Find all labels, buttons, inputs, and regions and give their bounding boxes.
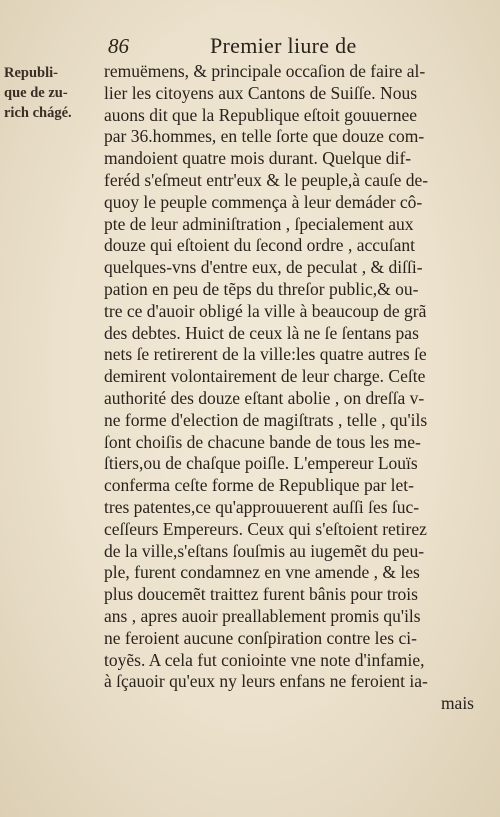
text-line: douze qui eſtoient du ſecond ordre , accuſant — [104, 235, 415, 256]
text-line: nets ſe retirerent de la ville:les quatre autres ſe — [104, 344, 427, 365]
text-line: par 36.hommes, en telle ſorte que douze com- — [104, 126, 425, 147]
margin-note-line: rich chágé. — [4, 105, 72, 121]
text-line: ne forme d'election de magiſtrats , telle , qu'ils — [104, 409, 428, 430]
running-title: Premier liure de — [210, 33, 357, 58]
margin-note-line: que de zu- — [4, 85, 68, 101]
text-line: pation en peu de tẽps du threſor public,& ou- — [104, 278, 419, 299]
text-line: conferma ceſte forme de Republique par let- — [104, 475, 414, 496]
text-line: ceſſeurs Empereurs. Ceux qui s'eſtoient retirez — [104, 518, 427, 539]
text-line: ſont choiſis de chacune bande de tous les me- — [104, 431, 421, 452]
text-line: tres patentes,ce qu'approuuerent auſſi ſes ſuc- — [104, 496, 420, 517]
text-line: lier les citoyens aux Cantons de Suiſſe. Nous — [104, 82, 418, 103]
catchword: mais — [440, 693, 474, 714]
body-text — [104, 61, 476, 715]
text-line: demirent volontairement de leur charge. Ceſte — [104, 366, 426, 387]
text-line: auons dit que la Republique eſtoit gouuernee — [104, 104, 417, 125]
text-line: ſtiers,ou de chaſque poiſle. L'empereur Louïs — [104, 453, 418, 474]
text-line: remuëmens, & principale occaſion de faire al- — [104, 61, 426, 81]
text-line: feréd s'eſmeut entr'eux & le peuple,à cauſe de- — [104, 169, 429, 190]
text-line: des debtes. Huict de ceux là ne ſe ſentans pas — [104, 322, 419, 343]
text-line: authorité des douze eſtant abolie , on dreſſa v- — [104, 387, 425, 408]
text-line: quelques-vns d'entre eux, de peculat , & diſſi- — [104, 257, 423, 278]
text-line: tre ce d'auoir obligé la ville à beaucoup de grã — [104, 300, 427, 321]
text-line: plus doucemẽt traittez furent bânis pour trois — [104, 584, 418, 605]
text-line: à ſçauoir qu'eux ny leurs enfans ne feroient ia- — [104, 671, 428, 692]
margin-note — [4, 63, 96, 123]
page-number: 86 — [108, 34, 129, 58]
text-line: quoy le peuple commença à leur demáder cô- — [104, 191, 423, 212]
text-line: ne feroient aucune conſpiration contre les ci- — [104, 627, 417, 648]
text-line: de la ville,s'eſtans ſouſmis au iugemẽt du peu- — [104, 540, 425, 561]
margin-note-line: Republi- — [4, 65, 58, 81]
text-line: toyẽs. A cela fut coniointe vne note d'infamie, — [104, 649, 425, 670]
text-line: ans , apres auoir preallablement promis qu'ils — [104, 605, 421, 626]
text-line: mandoient quatre mois durant. Quelque dif- — [104, 148, 412, 169]
text-line: ple, furent condamnez en vne amende , & les — [104, 562, 420, 583]
text-line: pte de leur adminiſtration , ſpecialement aux — [104, 213, 414, 234]
